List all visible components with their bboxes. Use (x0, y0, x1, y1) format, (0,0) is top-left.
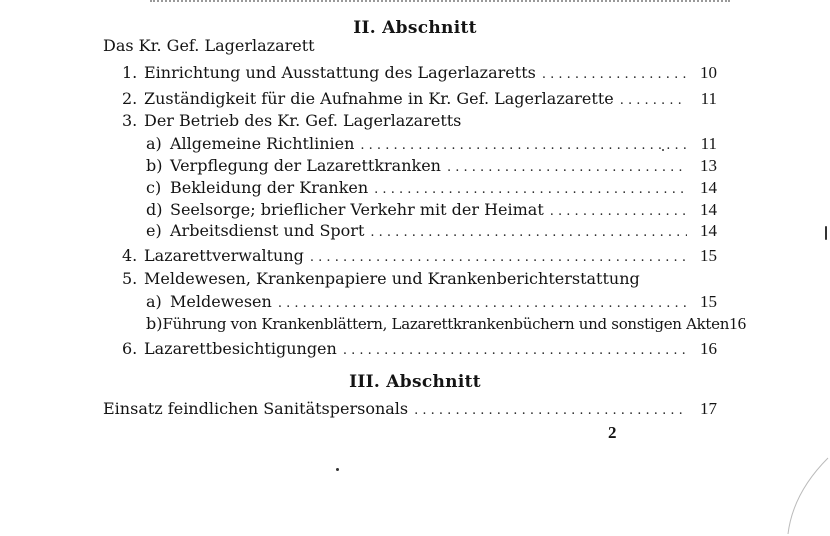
leader-dots (542, 67, 687, 82)
scan-speck (662, 149, 664, 151)
leader-dots (374, 182, 687, 197)
leader-dots (343, 343, 687, 358)
toc-entry-6: 6. Lazarettbesichtigungen . . . 16 (122, 339, 717, 359)
toc-entry-5a: a) Meldewesen . . . 15 (146, 292, 717, 312)
toc-entry-3d: d) Seelsorge; brieflicher Verkehr mit der Heimat . . . 14 (146, 200, 717, 220)
leader-dots (414, 403, 687, 418)
toc-entry-3c: c) Bekleidung der Kranken . . . 14 (146, 178, 717, 198)
section-2-title: Das Kr. Gef. Lagerlazarett (103, 36, 315, 55)
section-3-heading: III. Abschnitt (349, 372, 481, 392)
toc-entry-3a: a) Allgemeine Richtlinien . . . 11 (146, 134, 717, 154)
leader-dots (550, 204, 687, 219)
toc-entry-3: 3. Der Betrieb des Kr. Gef. Lagerlazaretts (122, 111, 462, 130)
toc-entry-5: 5. Meldewesen, Krankenpapiere und Krankenberichterstattung (122, 269, 640, 288)
toc-entry-3e: e) Arbeitsdienst und Sport . . . 14 (146, 221, 717, 241)
toc-entry-3b: b) Verpflegung der Lazarettkranken . . . 13 (146, 156, 717, 176)
leader-dots (620, 93, 687, 108)
leader-dots (360, 138, 687, 153)
leader-dots (278, 296, 687, 311)
section-2-heading: II. Abschnitt (353, 18, 477, 38)
leader-dots (370, 225, 687, 240)
toc-entry-5b: b) Führung von Krankenblättern, Lazarettkrankenbüchern und sonstigen Akten 16 (146, 314, 747, 333)
cut-off-previous-line (150, 0, 730, 6)
toc-entry-1: 1. Einrichtung und Ausstattung des Lagerlazaretts . . . 10 (122, 63, 717, 83)
scan-edge-curve (750, 456, 830, 536)
leader-dots (447, 160, 687, 175)
leader-dots (310, 250, 687, 265)
toc-entry-section-3: Einsatz feindlichen Sanitätspersonals . . . 17 (103, 399, 717, 419)
scan-mark (825, 226, 827, 240)
scan-speck (336, 468, 339, 471)
toc-entry-2: 2. Zuständigkeit für die Aufnahme in Kr. Gef. Lagerlazarette . . . 11 (122, 89, 717, 109)
toc-entry-4: 4. Lazarettverwaltung . . . 15 (122, 246, 717, 266)
page-number: 2 (608, 423, 617, 442)
